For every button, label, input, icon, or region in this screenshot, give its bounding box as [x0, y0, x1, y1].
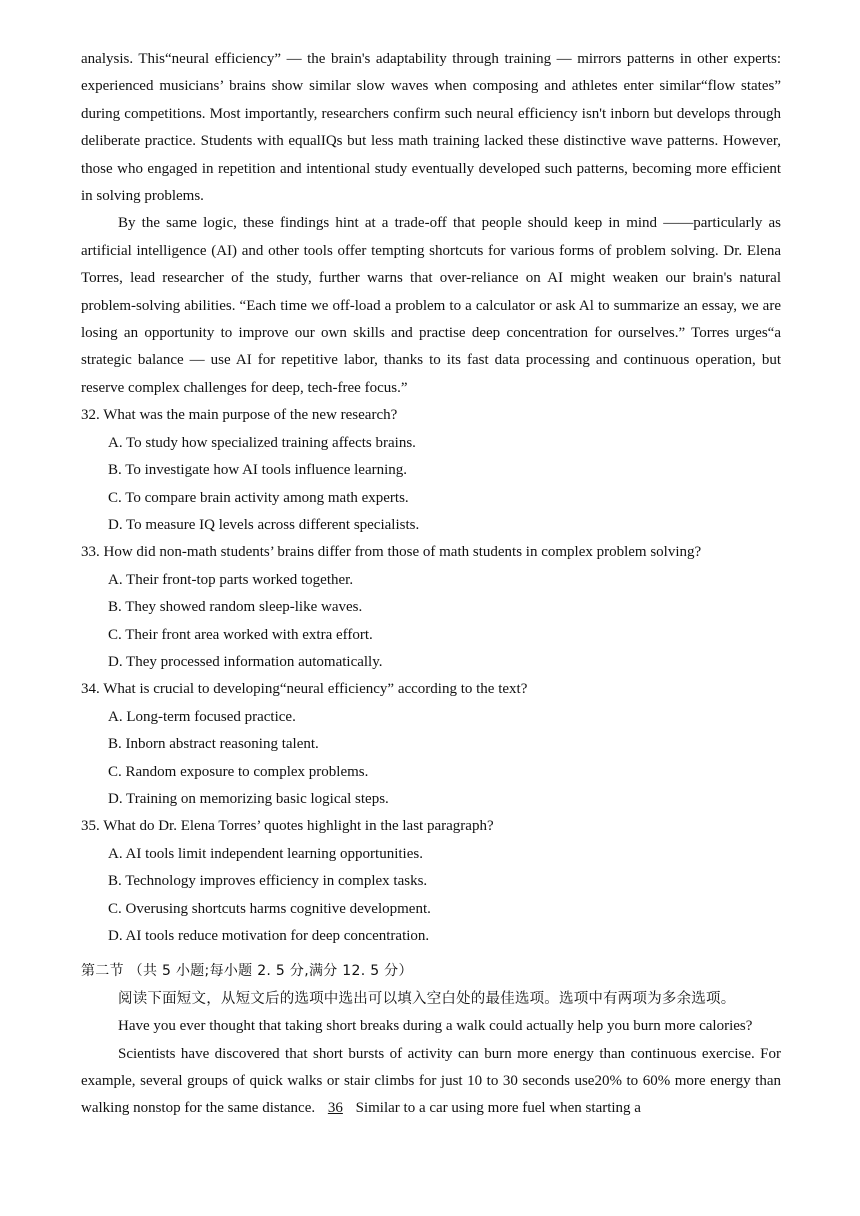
- option-b: B. Inborn abstract reasoning talent.: [108, 736, 319, 753]
- option-a: A. Their front-top parts worked together.: [108, 571, 354, 588]
- option-c: C. Their front area worked with extra effort.: [108, 626, 373, 643]
- paragraph-text-before-blank: Scientists have discovered that short bursts of activity can burn more energy than continuous exercise. For example, several groups of quick walks or stair climbs for just 10 to 30 seconds use20% to 60% more energy than walking nonstop for the same distance.: [81, 1045, 781, 1117]
- question-stem: 34. What is crucial to developing“neural efficiency” according to the text?: [81, 681, 528, 698]
- option-a: A. To study how specialized training affects brains.: [108, 434, 416, 451]
- option-d: D. Training on memorizing basic logical steps.: [108, 790, 389, 807]
- paragraph-text-after-blank: Similar to a car using more fuel when starting a: [355, 1100, 641, 1117]
- passage-paragraph-1: analysis. This“neural efficiency” — the brain's adaptability through training — mirrors patterns in other experts: experienced musicians’ brains show similar slow waves when composing and athletes enter similar“flow states” during competitions. Most importantly, researchers confirm such neural efficiency isn't inborn but develops through deliberate practice. Students with equalIQs but less math training lacked these distinctive wave patterns. However, those who engaged in repetition and intentional study eventually developed such patterns, becoming more efficient in solving problems.: [81, 51, 781, 205]
- question-32: [81, 402, 781, 539]
- section2-paragraph-1: Have you ever thought that taking short breaks during a walk could actually help you burn more calories?: [118, 1018, 753, 1035]
- option-d: D. AI tools reduce motivation for deep concentration.: [108, 928, 430, 944]
- option-b: B. Technology improves efficiency in complex tasks.: [108, 873, 428, 890]
- blank-36: 36: [327, 1100, 343, 1117]
- option-c: C. Overusing shortcuts harms cognitive development.: [108, 900, 431, 917]
- question-35: [81, 813, 781, 950]
- question-stem: 33. How did non-math students’ brains differ from those of math students in complex problem solving?: [81, 544, 702, 561]
- option-c: C. To compare brain activity among math experts.: [108, 489, 409, 506]
- option-c: C. Random exposure to complex problems.: [108, 763, 369, 780]
- question-stem: 35. What do Dr. Elena Torres’ quotes highlight in the last paragraph?: [81, 818, 494, 835]
- option-a: A. Long-term focused practice.: [108, 708, 296, 725]
- section-instruction: 阅读下面短文，从短文后的选项中选出可以填入空白处的最佳选项。选项中有两项为多余选项。: [118, 990, 736, 1007]
- passage-paragraph-2: By the same logic, these findings hint at a trade-off that people should keep in mind ——particularly as artificial intelligence (AI) and other tools offer tempting shortcuts for various forms of problem solving. Dr. Elena Torres, lead researcher of the study, further warns that over-reliance on AI might weaken our brain's natural problem-solving abilities. “Each time we off-load a problem to a calculator or ask Al to summarize an essay, we are losing an opportunity to improve our own skills and practise deep concentration for ourselves.” Torres urges“a strategic balance — use AI for repetitive labor, thanks to its fast data processing and continuous operation, but reserve complex challenges for deep, tech-free focus.”: [81, 215, 781, 396]
- section-heading: 第二节 （共 5 小题;每小题 2. 5 分,满分 12. 5 分）: [81, 963, 413, 980]
- section2-paragraph-2: [81, 1041, 781, 1123]
- question-33: [81, 539, 781, 676]
- exam-page: [81, 46, 781, 1123]
- option-d: D. To measure IQ levels across different specialists.: [108, 516, 420, 533]
- question-34: [81, 676, 781, 813]
- option-a: A. AI tools limit independent learning opportunities.: [108, 845, 423, 862]
- option-b: B. To investigate how AI tools influence learning.: [108, 462, 408, 479]
- option-b: B. They showed random sleep-like waves.: [108, 599, 363, 616]
- option-d: D. They processed information automatically.: [108, 653, 383, 670]
- question-stem: 32. What was the main purpose of the new research?: [81, 407, 398, 424]
